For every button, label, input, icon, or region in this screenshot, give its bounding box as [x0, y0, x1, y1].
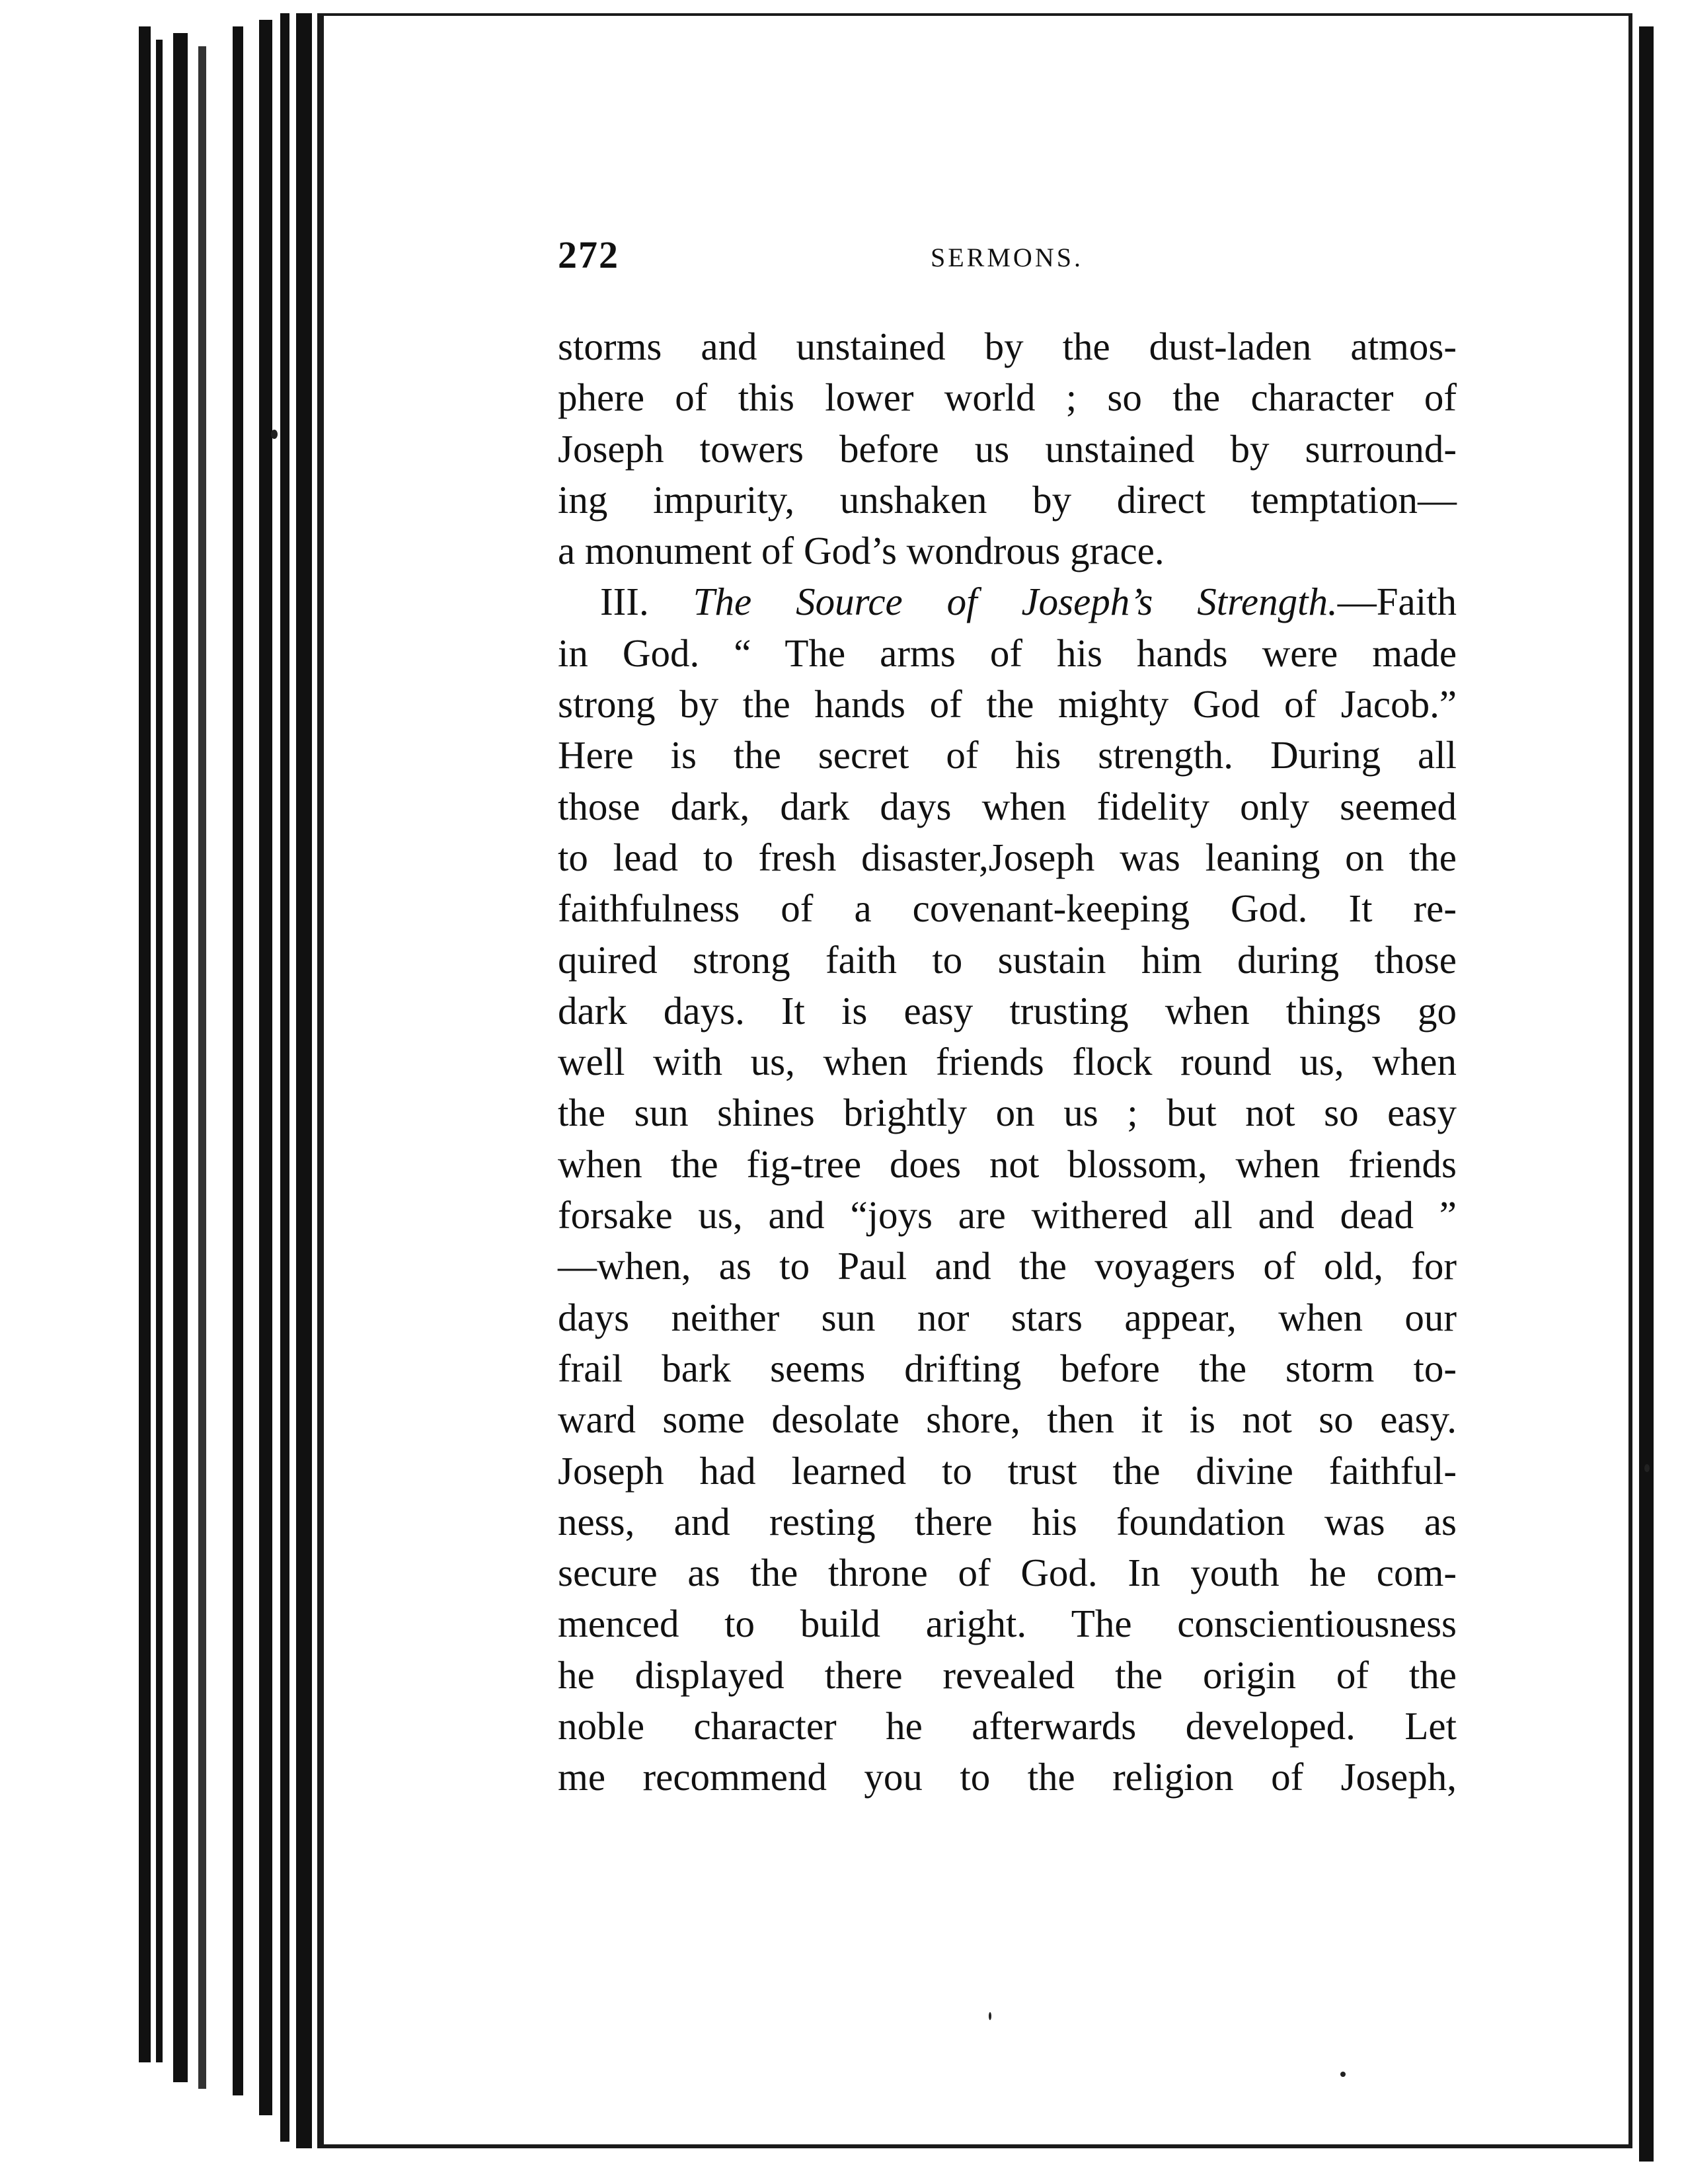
- page-number: 272: [558, 233, 619, 276]
- text-line: phere of this lower world ; so the character of: [558, 375, 1457, 420]
- scan-speck: [989, 2012, 991, 2020]
- text-line: dark days. It is easy trusting when things go: [558, 988, 1457, 1033]
- text-line: menced to build aright. The conscientiousness: [558, 1602, 1457, 1646]
- text-line: Joseph had learned to trust the divine faithful-: [558, 1448, 1457, 1493]
- text-line: well with us, when friends flock round us, when: [558, 1040, 1457, 1084]
- text-line: in God. “ The arms of his hands were made: [558, 631, 1457, 675]
- section-first-line-rest: —Faith: [1337, 580, 1457, 624]
- text-line: strong by the hands of the mighty God of Jacob.”: [558, 682, 1457, 726]
- text-line: quired strong faith to sustain him during those: [558, 937, 1457, 982]
- scan-speck: [1644, 1464, 1650, 1472]
- scan-speck: [1340, 2072, 1346, 2077]
- text-line: Joseph towers before us unstained by surround-: [558, 426, 1457, 471]
- text-line: ing impurity, unshaken by direct temptation—: [558, 477, 1457, 522]
- text-line: storms and unstained by the dust-laden atmos-: [558, 325, 1457, 368]
- section-heading-line: [558, 576, 1457, 627]
- section-title: The Source of Joseph’s Strength.: [693, 580, 1338, 624]
- section-numeral: III.: [600, 580, 649, 624]
- text-line: ness, and resting there his foundation was as: [558, 1499, 1457, 1543]
- text-line: noble character he afterwards developed. Let: [558, 1704, 1457, 1748]
- text-line: ward some desolate shore, then it is not so easy.: [558, 1397, 1457, 1442]
- text-line: frail bark seems drifting before the storm to-: [558, 1346, 1457, 1390]
- text-line: faithfulness of a covenant-keeping God. It re-: [558, 886, 1457, 931]
- text-line: he displayed there revealed the origin of the: [558, 1653, 1457, 1697]
- text-line: to lead to fresh disaster,Joseph was leaning on the: [558, 835, 1457, 879]
- text-line: me recommend you to the religion of Joseph,: [558, 1755, 1457, 1799]
- text-line: the sun shines brightly on us ; but not so easy: [558, 1091, 1457, 1135]
- text-line: when the fig-tree does not blossom, when friends: [558, 1142, 1457, 1186]
- book-page-edges: [0, 0, 330, 2184]
- text-line: a monument of God’s wondrous grace.: [558, 529, 1165, 573]
- scan-speck: [271, 430, 278, 439]
- text-line: forsake us, and “joys are withered all and dead ”: [558, 1193, 1457, 1237]
- facing-page-edge: [1639, 26, 1654, 2162]
- text-line: —when, as to Paul and the voyagers of old, for: [558, 1244, 1457, 1288]
- text-line: days neither sun nor stars appear, when our: [558, 1295, 1457, 1339]
- text-line: Here is the secret of his strength. During all: [558, 733, 1457, 777]
- running-title: SERMONS.: [931, 243, 1083, 272]
- text-line: secure as the throne of God. In youth he com-: [558, 1551, 1457, 1595]
- text-line: those dark, dark days when fidelity only seemed: [558, 784, 1457, 828]
- body-text: [558, 321, 1457, 1803]
- running-head: [558, 233, 1470, 286]
